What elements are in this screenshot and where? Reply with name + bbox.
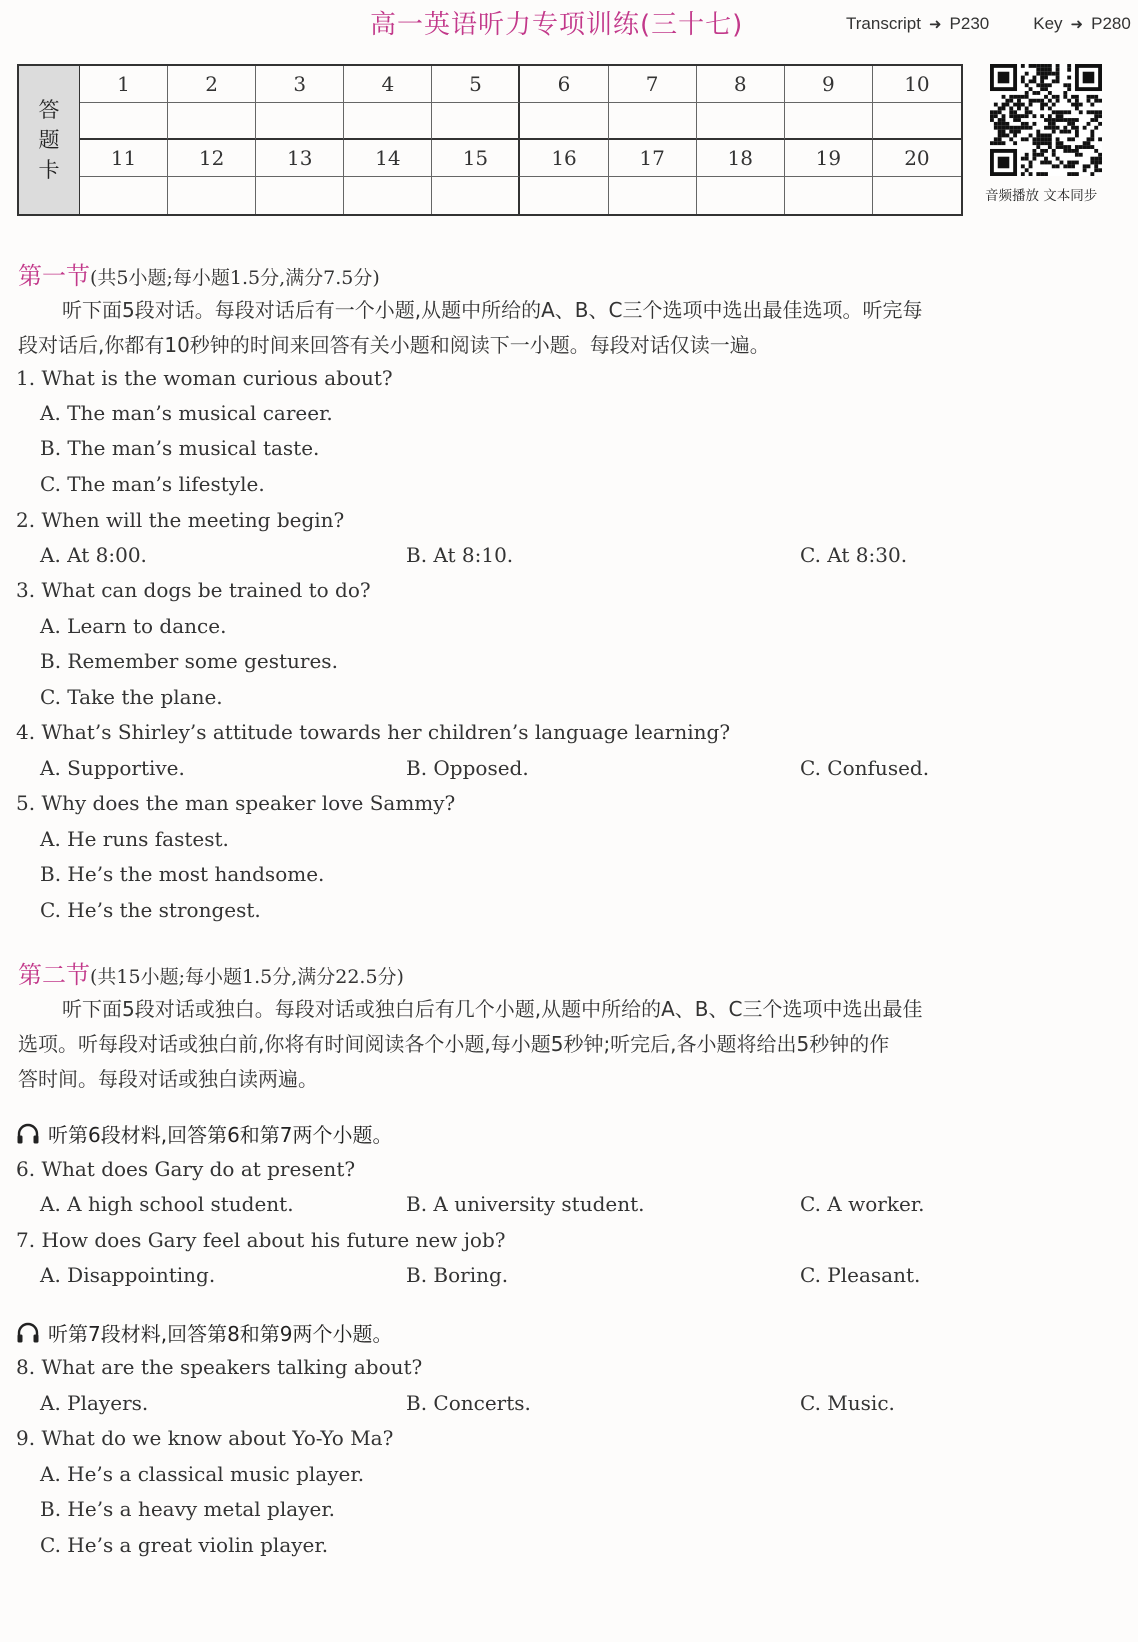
option: A. Supportive. xyxy=(40,756,185,780)
answer-card-number: 20 xyxy=(873,140,961,177)
question-stem: 2. When will the meeting begin? xyxy=(16,508,345,532)
material-heading: 听第6段材料,回答第6和第7两个小题。 xyxy=(16,1119,393,1148)
answer-card-blank[interactable] xyxy=(168,103,256,140)
key-page: P280 xyxy=(1091,14,1131,33)
answer-card-number: 11 xyxy=(80,140,168,177)
qr-code-icon[interactable] xyxy=(990,64,1102,176)
option: B. Boring. xyxy=(406,1263,509,1287)
arrow-right-icon: ➜ xyxy=(1070,16,1084,33)
answer-card-number: 8 xyxy=(697,66,785,103)
question-stem: 5. Why does the man speaker love Sammy? xyxy=(16,791,456,815)
answer-card-number: 5 xyxy=(432,66,520,103)
transcript-label: Transcript xyxy=(846,14,921,33)
answer-card-blank[interactable] xyxy=(256,103,344,140)
option: C. Take the plane. xyxy=(40,685,223,709)
answer-card-number: 10 xyxy=(873,66,961,103)
option: A. At 8:00. xyxy=(40,543,147,567)
option: B. The man’s musical taste. xyxy=(40,436,320,460)
answer-card-number: 7 xyxy=(609,66,697,103)
answer-card-number: 6 xyxy=(520,66,608,103)
option: A. The man’s musical career. xyxy=(40,401,333,425)
answer-card-number: 14 xyxy=(344,140,432,177)
question-stem: 1. What is the woman curious about? xyxy=(16,366,393,390)
material-heading: 听第7段材料,回答第8和第9两个小题。 xyxy=(16,1318,393,1347)
page-references xyxy=(846,14,1131,34)
answer-card-blank[interactable] xyxy=(344,177,432,214)
option: B. A university student. xyxy=(406,1192,645,1216)
option: A. Disappointing. xyxy=(40,1263,216,1287)
page-title: 高一英语听力专项训练(三十七) xyxy=(370,10,744,40)
answer-card-number: 16 xyxy=(520,140,608,177)
answer-card-number: 2 xyxy=(168,66,256,103)
answer-card-number: 15 xyxy=(432,140,520,177)
question-stem: 3. What can dogs be trained to do? xyxy=(16,578,371,602)
answer-card-number: 4 xyxy=(344,66,432,103)
answer-card-blank[interactable] xyxy=(873,177,961,214)
option: C. Music. xyxy=(800,1391,895,1415)
answer-card-blank[interactable] xyxy=(432,103,520,140)
option: B. Concerts. xyxy=(406,1391,531,1415)
answer-card-blank[interactable] xyxy=(697,103,785,140)
answer-card-label: 答 题 卡 xyxy=(19,66,80,214)
answer-card-number: 12 xyxy=(168,140,256,177)
answer-card-grid xyxy=(80,66,961,214)
option: C. At 8:30. xyxy=(800,543,908,567)
section1-heading: 第一节(共5小题;每小题1.5分,满分7.5分) xyxy=(18,262,380,290)
option: C. He’s a great violin player. xyxy=(40,1533,329,1557)
answer-card-blank[interactable] xyxy=(609,103,697,140)
section2-heading: 第二节(共15小题;每小题1.5分,满分22.5分) xyxy=(18,961,404,989)
answer-card-blank[interactable] xyxy=(256,177,344,214)
answer-card-number: 19 xyxy=(785,140,873,177)
answer-card-blank[interactable] xyxy=(344,103,432,140)
answer-card-blank[interactable] xyxy=(80,177,168,214)
question-stem: 7. How does Gary feel about his future new job? xyxy=(16,1228,506,1252)
question-stem: 4. What’s Shirley’s attitude towards her children’s language learning? xyxy=(16,720,731,744)
answer-card-number: 1 xyxy=(80,66,168,103)
option: C. A worker. xyxy=(800,1192,925,1216)
question-stem: 8. What are the speakers talking about? xyxy=(16,1355,423,1379)
answer-card-blank[interactable] xyxy=(609,177,697,214)
option: B. Remember some gestures. xyxy=(40,649,338,673)
option: B. Opposed. xyxy=(406,756,529,780)
headphones-icon xyxy=(16,1123,40,1145)
question-stem: 6. What does Gary do at present? xyxy=(16,1157,356,1181)
option: B. He’s the most handsome. xyxy=(40,862,325,886)
answer-card xyxy=(17,64,963,216)
option: A. Players. xyxy=(40,1391,149,1415)
answer-card-blank[interactable] xyxy=(697,177,785,214)
answer-card-blank[interactable] xyxy=(785,103,873,140)
answer-card-blank[interactable] xyxy=(873,103,961,140)
answer-card-blank[interactable] xyxy=(168,177,256,214)
arrow-right-icon: ➜ xyxy=(928,16,942,33)
answer-card-blank[interactable] xyxy=(785,177,873,214)
answer-card-number: 13 xyxy=(256,140,344,177)
answer-card-blank[interactable] xyxy=(80,103,168,140)
option: A. Learn to dance. xyxy=(40,614,227,638)
option: C. He’s the strongest. xyxy=(40,898,261,922)
answer-card-number: 18 xyxy=(697,140,785,177)
transcript-page: P230 xyxy=(949,14,990,33)
answer-card-number: 17 xyxy=(609,140,697,177)
answer-card-blank[interactable] xyxy=(520,103,608,140)
answer-card-number: 9 xyxy=(785,66,873,103)
answer-card-blank[interactable] xyxy=(520,177,608,214)
headphones-icon xyxy=(16,1322,40,1344)
option: C. Pleasant. xyxy=(800,1263,921,1287)
question-stem: 9. What do we know about Yo-Yo Ma? xyxy=(16,1426,394,1450)
option: A. He’s a classical music player. xyxy=(40,1462,365,1486)
option: C. Confused. xyxy=(800,756,930,780)
key-label: Key xyxy=(1033,14,1063,33)
qr-caption: 音频播放 文本同步 xyxy=(985,188,1098,204)
answer-card-blank[interactable] xyxy=(432,177,520,214)
option: B. He’s a heavy metal player. xyxy=(40,1497,336,1521)
option: C. The man’s lifestyle. xyxy=(40,472,265,496)
option: A. A high school student. xyxy=(40,1192,294,1216)
option: A. He runs fastest. xyxy=(40,827,229,851)
option: B. At 8:10. xyxy=(406,543,514,567)
answer-card-number: 3 xyxy=(256,66,344,103)
